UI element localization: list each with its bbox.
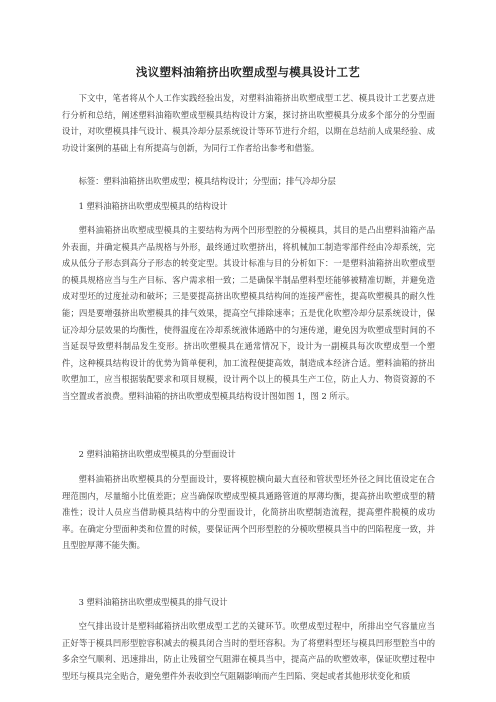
section-body: 空气排出设计是塑料邮箱挤出吹塑成型工艺的关键环节。吹塑成型过程中，所排出空气容量应当正好等于模具凹形型腔容积减去的模具闭合当时的型坯容积。为了将塑料型坯与模具凹形型腔当中的多余空气顺利、迅速排出，防止让残留空气阻滞在模具当中，提高产品的吹塑效率，保证吹塑过程中型坯与模具完全贴合，避免塑件外表收到空气阻隔影响而产生凹陷、突起或者其他形状变化和质: [62, 621, 435, 681]
keywords-line: 标签：塑料油箱挤出吹塑成型；模具结构设计；分型面；排气冷却分层: [78, 176, 336, 186]
section-body: 塑料油箱挤出吹塑成型模具的主要结构为两个凹形型腔的分模模具，其目的是凸出塑料油箱产品外表面，并确定模具产品规格与外形，最终通过吹塑挤出，将机械加工制造零部件经由冷却系统，完成从低分子形态到高分子形态的转变定型。其设计标准与目的分析如下：一是塑料油箱挤出吹塑成型的模具规格应当与生产目标、客户需求相一致；二是确保半制品塑料型坯能够被精准切断，并避免造成对型坯的过度扯动和破坏；三是要提高挤出吹塑模具结构间的连接严密性，提高吹塑模具的耐久性能；四是要增强挤出吹塑模具的排气效果，提高空气排除速率；五是优化吹塑冷却分层系统设计，保证冷却分层效果的均衡性，使得温度在冷却系统液体通路中的匀速传递，避免因为吹塑成型时间的不当延误导致塑料制品发生变形。挤出吹塑模具在通常情况下，设计为一副模具每次吹塑成型一个塑件，这种模具结构设计的优势为简单便利，加工流程便捷高效，制造成本经济合适。塑料油箱的挤出吹塑加工，应当根据装配要求和项目规模，设计两个以上的模具生产工位，防止人力、物资资源的不当空置或者浪费。塑料油箱的挤出吹塑成型模具结构设计图如图 1，图 2 所示。: [62, 225, 435, 401]
section-heading: 3 塑料油箱挤出吹塑成型模具的排气设计: [78, 597, 228, 607]
section-heading: 2 塑料油箱挤出吹塑成型模具的分型面设计: [78, 449, 236, 459]
document-title: 浅议塑料油箱挤出吹塑成型与模具设计工艺: [135, 65, 361, 79]
abstract-paragraph: 下文中，笔者将从个人工作实践经验出发，对塑料油箱挤出吹塑成型工艺、模具设计工艺要点进行分析和总结，阐述塑料油箱吹塑成型模具结构设计方案，探讨挤出吹塑模具分成多个部分的分型面设计，对吹塑模具排气设计、模具冷却分层系统设计等环节进行介绍，以期在总结前人成果经验、成功设计案例的基础上有所提高与创新，为同行工作者给出参考和借鉴。: [62, 93, 435, 153]
section-body: 塑料油箱挤出吹塑模具的分型面设计，要将模腔横向最大直径和管状型坯外径之间比值设定在合理范围内，尽量缩小比值差距；应当确保吹塑成型模具通路管道的厚薄均衡，提高挤出吹塑成型的精准性；设计人员应当借助模具结构中的分型面设计，化简挤出吹塑制造流程，提高塑件脱模的成功率。在确定分型面种类和位置的时候，要保证两个凹形型腔的分模吹塑模具当中的凹陷程度一致，并且型腔厚薄不能失衡。: [62, 474, 435, 551]
section-heading: 1 塑料油箱挤出吹塑成型模具的结构设计: [78, 201, 228, 211]
